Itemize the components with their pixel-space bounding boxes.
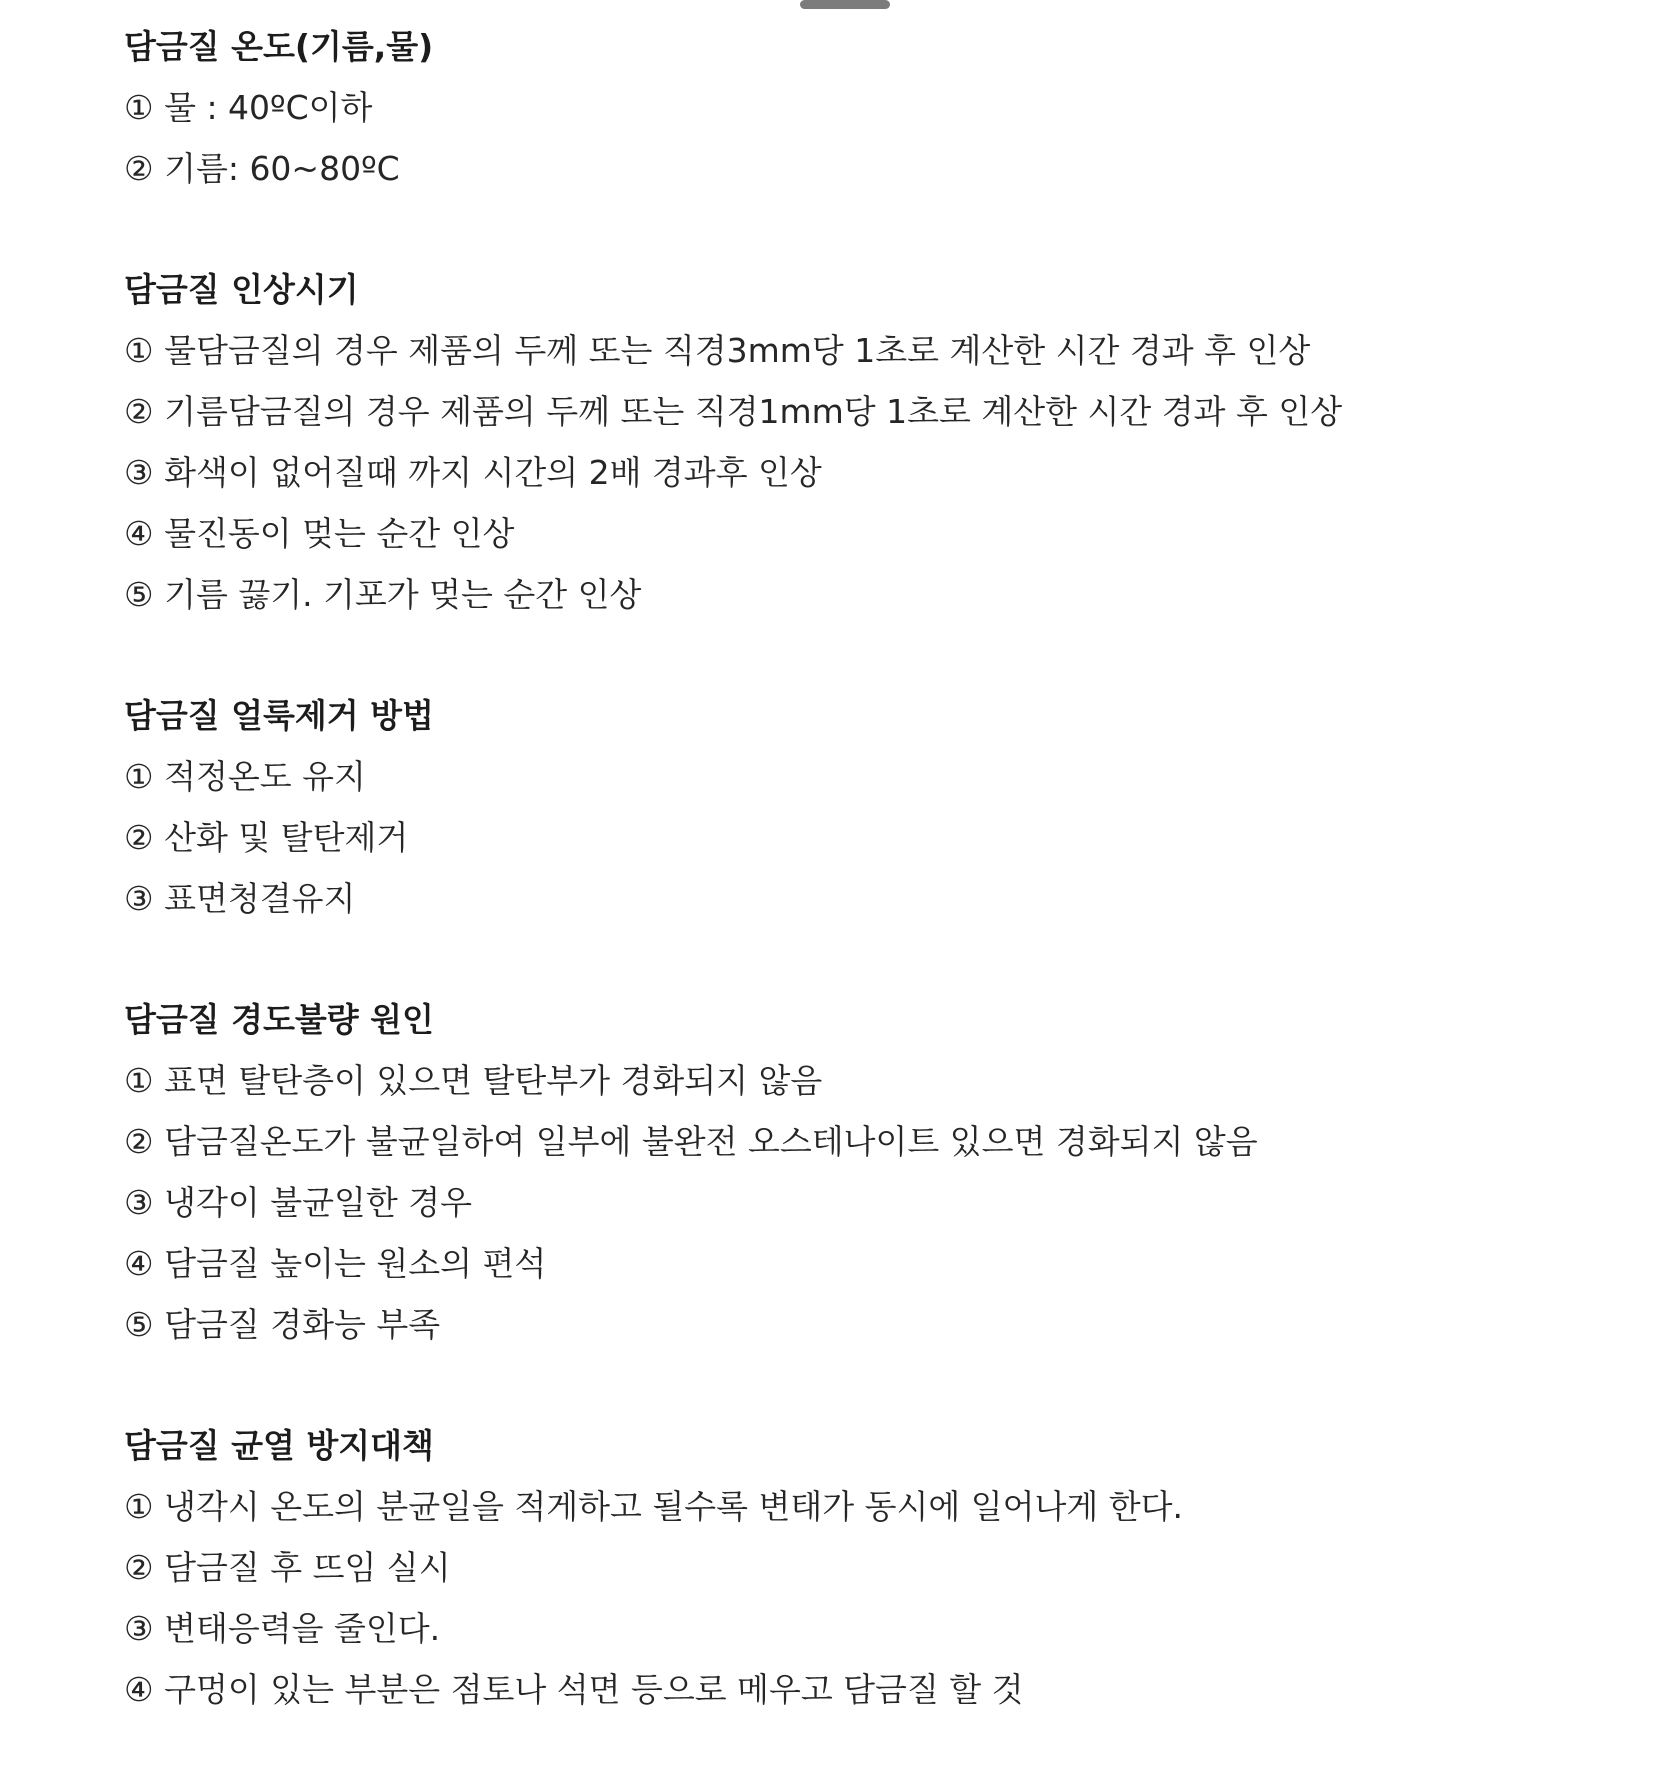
- section-title: 담금질 얼룩제거 방법: [124, 696, 434, 735]
- sheet-drag-handle[interactable]: [800, 0, 890, 9]
- list-item: ③ 변태응력을 줄인다.: [124, 1609, 441, 1648]
- list-item: ① 적정온도 유지: [124, 757, 366, 796]
- section-title: 담금질 균열 방지대책: [124, 1426, 434, 1465]
- section-quench-temperature: [124, 16, 1608, 199]
- section-title: 담금질 인상시기: [124, 270, 359, 309]
- list-item: ③ 표면청결유지: [124, 879, 356, 918]
- list-item: ② 기름담금질의 경우 제품의 두께 또는 직경1mm당 1초로 계산한 시간 경과 후 인상: [124, 392, 1343, 431]
- list-item: ① 물 : 40ºC이하: [124, 88, 373, 127]
- list-item: ③ 화색이 없어질때 까지 시간의 2배 경과후 인상: [124, 453, 822, 492]
- section-quench-lift-timing: [124, 259, 1608, 625]
- list-item: ② 담금질온도가 불균일하여 일부에 불완전 오스테나이트 있으면 경화되지 않음: [124, 1122, 1258, 1161]
- section-title: 담금질 온도(기름,물): [124, 27, 434, 66]
- list-item: ① 물담금질의 경우 제품의 두께 또는 직경3mm당 1초로 계산한 시간 경과 후 인상: [124, 331, 1311, 370]
- list-item: ④ 구멍이 있는 부분은 점토나 석면 등으로 메우고 담금질 할 것: [124, 1670, 1024, 1709]
- list-item: ③ 냉각이 불균일한 경우: [124, 1183, 472, 1222]
- section-stain-removal: [124, 685, 1608, 929]
- list-item: ① 표면 탈탄층이 있으면 탈탄부가 경화되지 않음: [124, 1061, 823, 1100]
- list-item: ⑤ 담금질 경화능 부족: [124, 1305, 441, 1344]
- list-item: ② 담금질 후 뜨임 실시: [124, 1548, 451, 1587]
- list-item: ④ 물진동이 멎는 순간 인상: [124, 514, 515, 553]
- section-hardness-defect-causes: [124, 989, 1608, 1355]
- section-crack-prevention: [124, 1415, 1608, 1720]
- list-item: ④ 담금질 높이는 원소의 편석: [124, 1244, 547, 1283]
- list-item: ② 기름: 60~80ºC: [124, 149, 400, 188]
- section-title: 담금질 경도불량 원인: [124, 1000, 434, 1039]
- document-body: [124, 16, 1608, 1780]
- list-item: ② 산화 및 탈탄제거: [124, 818, 409, 857]
- list-item: ① 냉각시 온도의 분균일을 적게하고 될수록 변태가 동시에 일어나게 한다.: [124, 1487, 1183, 1526]
- list-item: ⑤ 기름 끓기. 기포가 멎는 순간 인상: [124, 575, 642, 614]
